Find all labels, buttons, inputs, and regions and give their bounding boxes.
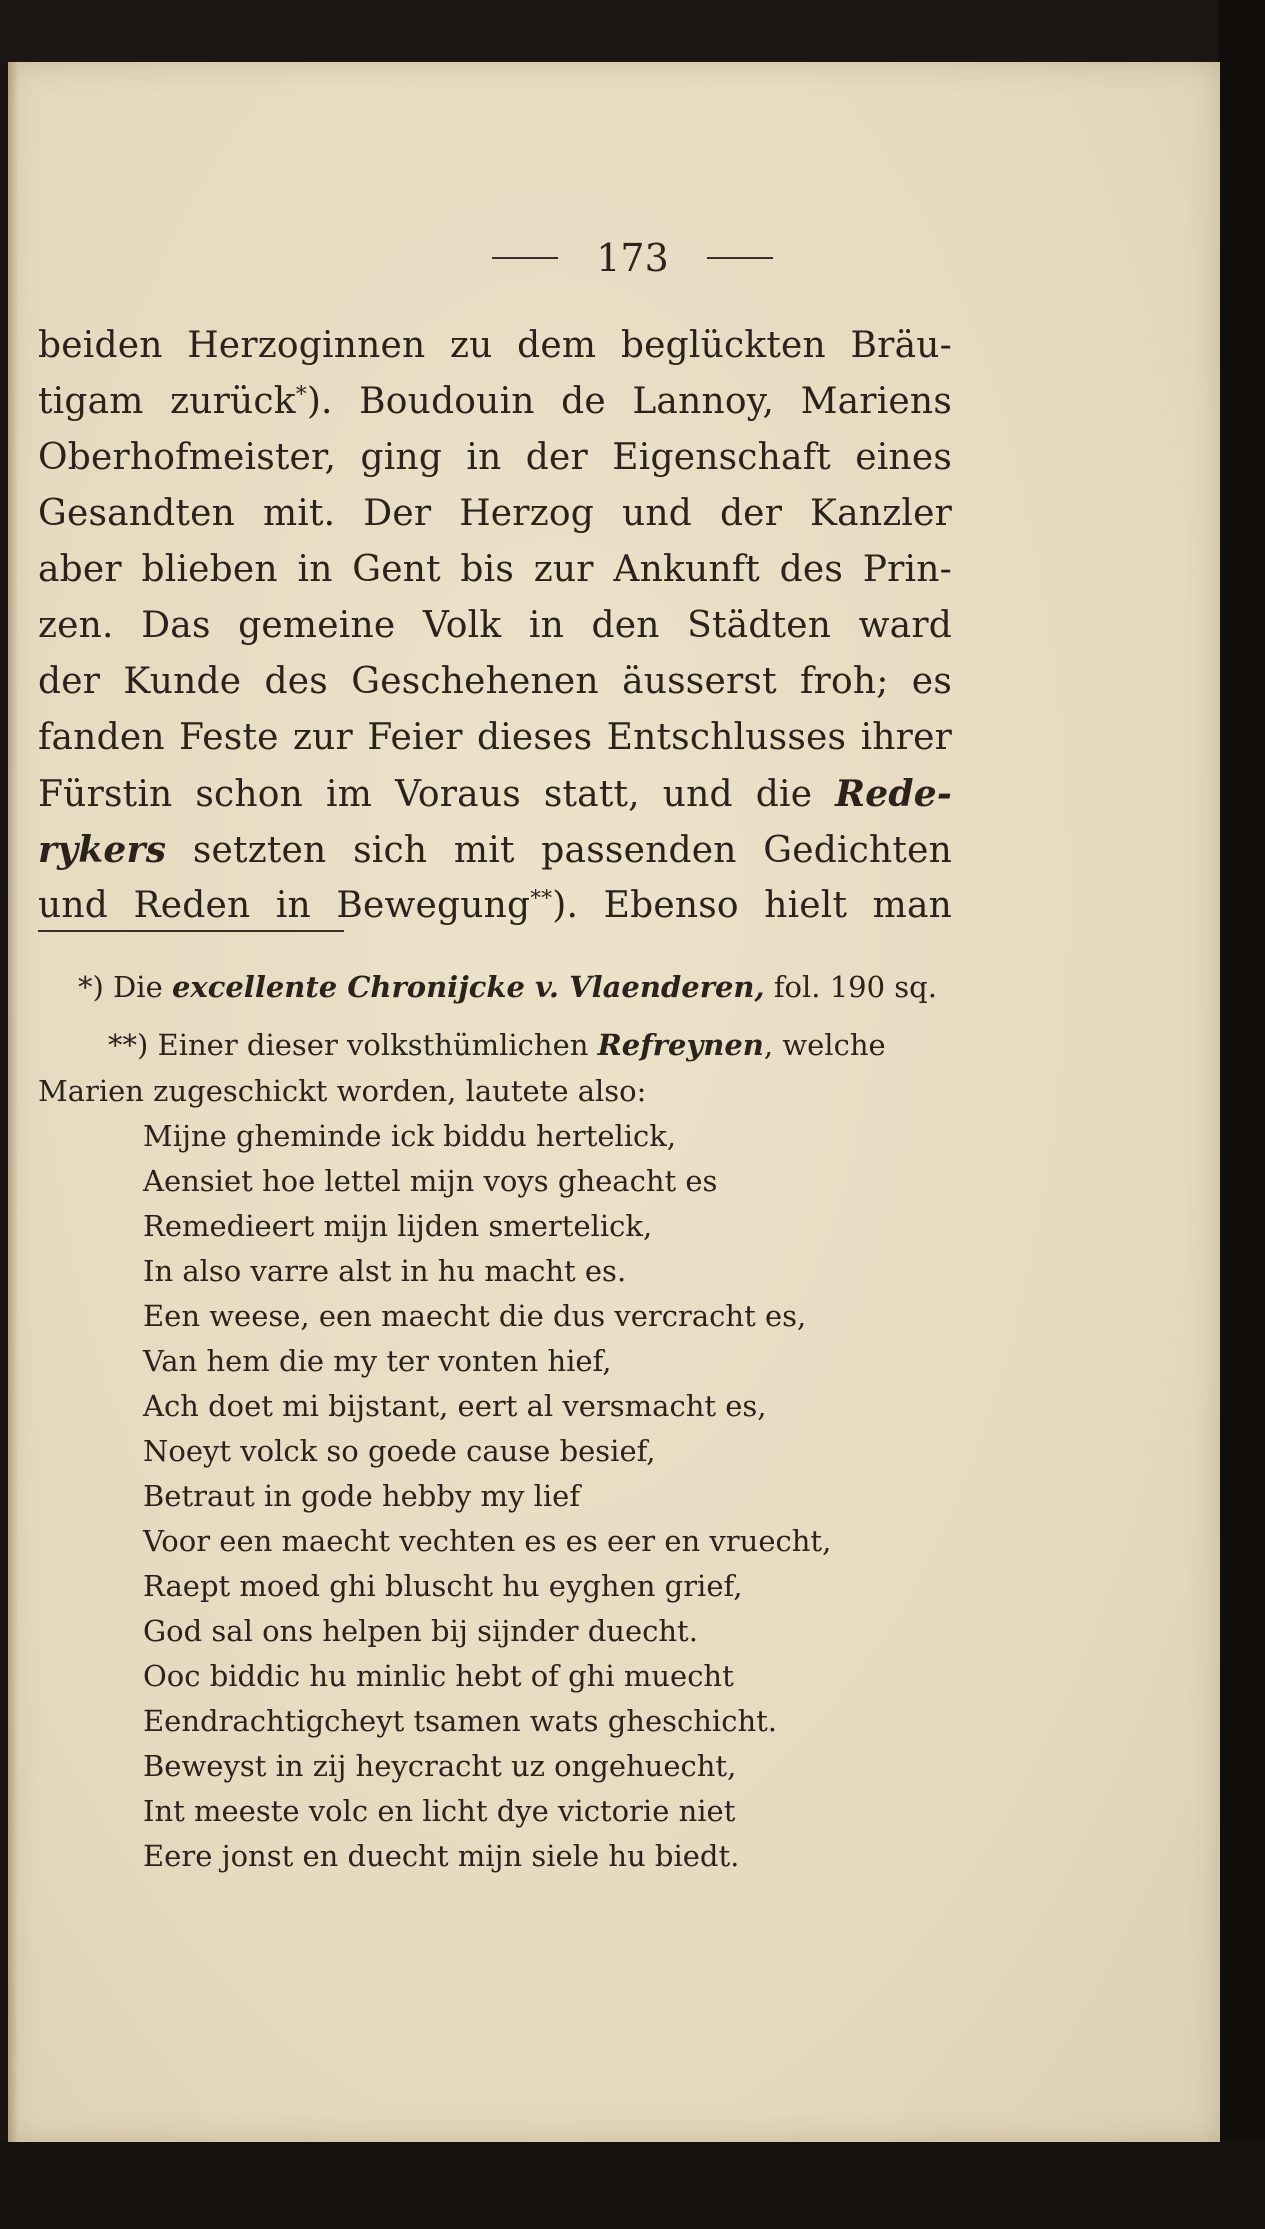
footnote-2: **) Einer dieser volksthümlichen Refreynen, welche — [108, 1028, 886, 1062]
text-line: Fürstin schon im Voraus statt, und die Rede- — [38, 773, 952, 815]
poem-line: Noeyt volck so goede cause besief, — [143, 1434, 656, 1468]
running-head — [0, 236, 1265, 286]
footnote-ref: * — [295, 382, 307, 408]
footnote-ref: ** — [530, 886, 553, 912]
poem-line: Betraut in gode hebby my lief — [143, 1479, 581, 1513]
poem-line: Voor een maecht vechten es es eer en vruecht, — [143, 1524, 832, 1558]
poem-line: Int meeste volc en licht dye victorie niet — [143, 1794, 736, 1828]
poem-line: Van hem die my ter vonten hief, — [143, 1344, 612, 1378]
poem-line: Ach doet mi bijstant, eert al versmacht es, — [143, 1389, 767, 1423]
poem-line: Beweyst in zij heycracht uz ongehuecht, — [143, 1749, 737, 1783]
poem-line: Mijne gheminde ick biddu hertelick, — [143, 1119, 677, 1153]
head-rule-left — [492, 257, 558, 259]
main-text — [38, 318, 952, 934]
text-line: Gesandten mit. Der Herzog und der Kanzler — [38, 493, 952, 534]
text-line: rykers setzten sich mit passenden Gedichten — [38, 829, 952, 871]
scan-border-right — [1218, 0, 1265, 2229]
scan-border-bottom — [0, 2140, 1265, 2229]
poem-line: In also varre alst in hu macht es. — [143, 1254, 627, 1288]
text-line: beiden Herzoginnen zu dem beglückten Bräu- — [38, 325, 952, 366]
page-number: 173 — [596, 236, 669, 280]
footnotes — [38, 964, 952, 1879]
poem-line: Eere jonst en duecht mijn siele hu biedt. — [143, 1839, 740, 1873]
poem — [38, 1114, 952, 1879]
poem-line: Een weese, een maecht die dus vercracht es, — [143, 1299, 807, 1333]
text-line: fanden Feste zur Feier dieses Entschlusses ihrer — [38, 717, 952, 758]
text-line: der Kunde des Geschehenen äusserst froh; es — [38, 661, 952, 702]
footnote-marker: **) — [108, 1028, 149, 1062]
scan-border-top — [0, 0, 1265, 66]
poem-line: Raept moed ghi bluscht hu eyghen grief, — [143, 1569, 743, 1603]
poem-line: Aensiet hoe lettel mijn voys gheacht es — [143, 1164, 718, 1198]
footnote-1: *) Die excellente Chronijcke v. Vlaenderen, fol. 190 sq. — [78, 970, 937, 1004]
text-line: tigam zurück*). Boudouin de Lannoy, Mariens — [38, 381, 952, 422]
poem-line: God sal ons helpen bij sijnder duecht. — [143, 1614, 698, 1648]
head-rule-right — [707, 257, 773, 259]
page-gutter-shadow — [8, 62, 18, 2142]
text-line: Oberhofmeister, ging in der Eigenschaft eines — [38, 437, 952, 478]
text-line: zen. Das gemeine Volk in den Städten ward — [38, 605, 952, 646]
poem-line: Remedieert mijn lijden smertelick, — [143, 1209, 653, 1243]
poem-line: Eendrachtigcheyt tsamen wats gheschicht. — [143, 1704, 777, 1738]
footnote-separator — [38, 930, 344, 932]
footnote-2-continued: Marien zugeschickt worden, lautete also: — [38, 1074, 647, 1108]
text-line: und Reden in Bewegung**). Ebenso hielt man — [38, 885, 952, 926]
footnote-marker: *) — [78, 970, 104, 1004]
text-line: aber blieben in Gent bis zur Ankunft des Prin- — [38, 549, 952, 590]
poem-line: Ooc biddic hu minlic hebt of ghi muecht — [143, 1659, 734, 1693]
